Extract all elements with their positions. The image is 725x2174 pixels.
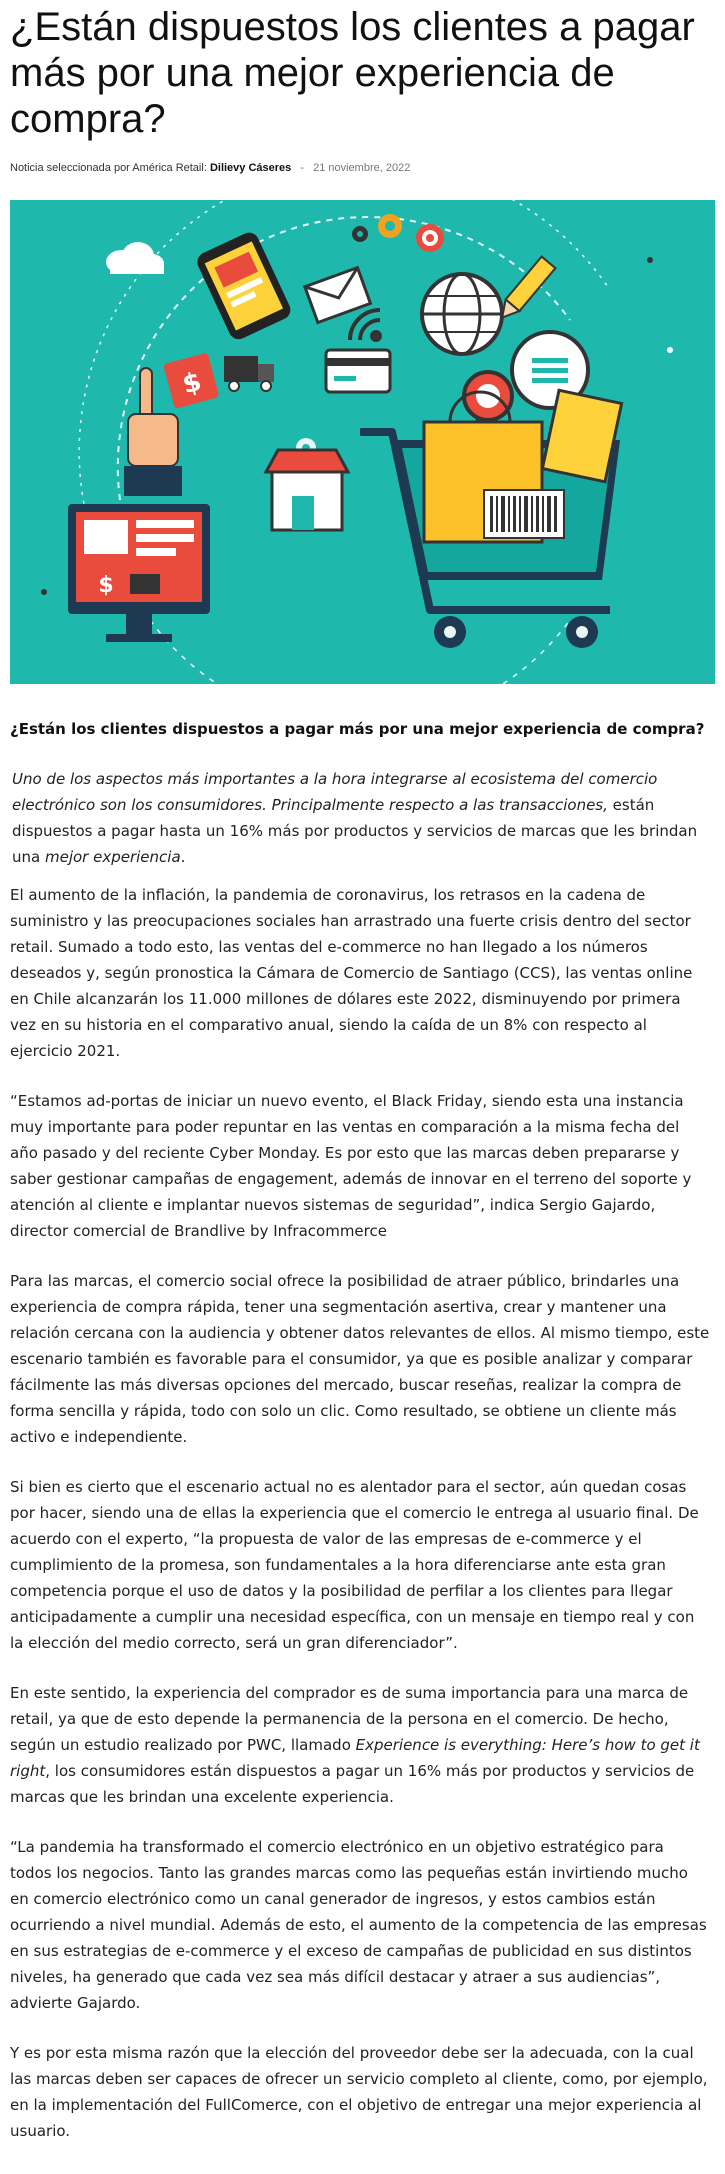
lead-paragraph xyxy=(10,766,710,870)
monitor-icon xyxy=(68,504,210,642)
lead-italic-end: mejor experiencia xyxy=(44,848,181,866)
paragraph-5 xyxy=(10,1680,710,1810)
paragraph-4: Si bien es cierto que el escenario actual no es alentador para el sector, aún quedan cosas por hacer, siendo una de ellas la experiencia que el comercio le entrega al usuario final. De acuerdo con el experto, “la propuesta de valor de las empresas de e-commerce y el cumplimiento de la promesa, son fundamentales a la hora diferenciarse ante esta gran competencia porque el uso de datos y la posibilidad de perfilar a los clientes para llegar anticipadamente a cumplir una necesidad específica, con un mensaje en tiempo real y con la elección del medio correcto, será un gran diferenciador”. xyxy=(10,1478,699,1652)
target-icon xyxy=(416,224,444,252)
globe-icon xyxy=(422,274,502,354)
hero-illustration xyxy=(10,200,715,684)
lead-italic: Uno de los aspectos más importantes a la hora integrarse al ecosistema del comercio electrónico son los consumidores. Principalmente respecto a las transacciones, xyxy=(12,770,658,814)
cloud-icon xyxy=(106,242,164,274)
paragraph-7: Y es por esta misma razón que la elección del proveedor debe ser la adecuada, con la cual las marcas deben ser capaces de ofrecer un servicio completo al cliente, como, por ejemplo, en la implementación del FullComerce, con el objetivo de entregar una mejor experiencia al usuario. xyxy=(10,2044,708,2140)
svg-text:$: $ xyxy=(179,366,205,401)
paragraph-5-start: En este sentido, la experiencia del comprador es de suma importancia para una marca de retail, ya que de esto depende la permanencia de la persona en el comercio. De hecho, según un estudio realizado por PWC, llamado xyxy=(10,1684,689,1754)
lead-text: están dispuestos a pagar hasta un 16% más por productos y servicios de marcas que les brindan una xyxy=(12,796,698,866)
paragraph-3: Para las marcas, el comercio social ofrece la posibilidad de atraer público, brindarles una experiencia de compra rápida, tener una segmentación asertiva, crear y mantener una relación cercana con la audiencia y obtener datos relevantes de ellos. Al mismo tiempo, este escenario también es favorable para el consumidor, ya que es posible analizar y comparar fácilmente las más diversas opciones del mercado, buscar reseñas, realizar la compra de forma sencilla y rápida, todo con solo un clic. Como resultado, se obtiene un cliente más activo e independiente. xyxy=(10,1272,710,1446)
svg-text:$: $ xyxy=(98,573,114,598)
paragraph-6: “La pandemia ha transformado el comercio electrónico en un objetivo estratégico para todos los negocios. Tanto las grandes marcas como las pequeñas están invirtiendo mucho en comercio electrónico como un canal generador de ingresos, y estos cambios están ocurriendo a nivel mundial. Además de esto, el aumento de la competencia de las empresas en sus estrategias de e-commerce y el exceso de campañas de publicidad en sus distintos niveles, ha generado que cada vez sea más difícil destacar y atraer a sus audiencias”, advierte Gajardo. xyxy=(10,1838,707,2012)
author-link[interactable]: Dilievy Cáseres xyxy=(209,162,292,174)
smartphone-icon xyxy=(194,229,294,342)
publish-date: 21 noviembre, 2022 xyxy=(313,162,411,174)
wifi-icon xyxy=(350,310,380,340)
envelope-icon xyxy=(305,268,371,323)
truck-icon xyxy=(224,356,274,391)
page-title: ¿Están dispuestos los clientes a pagar más por una mejor experiencia de compra? xyxy=(10,5,695,141)
meta-separator: - xyxy=(300,162,305,174)
paragraph-5-end: , los consumidores están dispuestos a pagar un 16% más por productos y servicios de marcas que les brindan una excelente experiencia. xyxy=(10,1762,695,1806)
credit-card-icon xyxy=(326,350,390,392)
pencil-icon xyxy=(495,257,555,324)
ecommerce-illustration xyxy=(10,200,715,684)
store-icon xyxy=(266,450,348,530)
barcode-icon xyxy=(484,490,564,538)
paragraph-1: El aumento de la inflación, la pandemia de coronavirus, los retrasos en la cadena de suministro y las preocupaciones sociales han arrastrado una fuerte crisis dentro del sector retail. Sumado a todo esto, las ventas del e-commerce no han llegado a los números deseados y, según pronostica la Cámara de Comercio de Santiago (CCS), las ventas online en Chile alcanzarán los 11.000 millones de dólares este 2022, disminuyendo por primera vez en su historia en el comparativo anual, siendo la caída de un 8% con respecto al ejercicio 2021. xyxy=(10,886,693,1060)
price-tag-icon xyxy=(163,353,219,409)
article-body xyxy=(10,716,710,2144)
paragraph-2: “Estamos ad-portas de iniciar un nuevo evento, el Black Friday, siendo esta una instancia muy importante para poder repuntar en las ventas en comparación a la misma fecha del año pasado y del reciente Cyber Monday. Es por esto que las marcas deben prepararse y saber gestionar campañas de engagement, además de innovar en el terreno del soporte y atención al cliente e implantar nuevos sistemas de seguridad”, indica Sergio Gajardo, director comercial de Brandlive by Infracommerce xyxy=(10,1092,692,1240)
lead-period: . xyxy=(180,848,186,866)
selection-note: Noticia seleccionada por América Retail: xyxy=(10,162,207,174)
study-title: Experience is everything: Here’s how to get it right xyxy=(10,1736,700,1780)
article-meta xyxy=(10,162,715,174)
article-subheading: ¿Están los clientes dispuestos a pagar más por una mejor experiencia de compra? xyxy=(10,720,705,738)
